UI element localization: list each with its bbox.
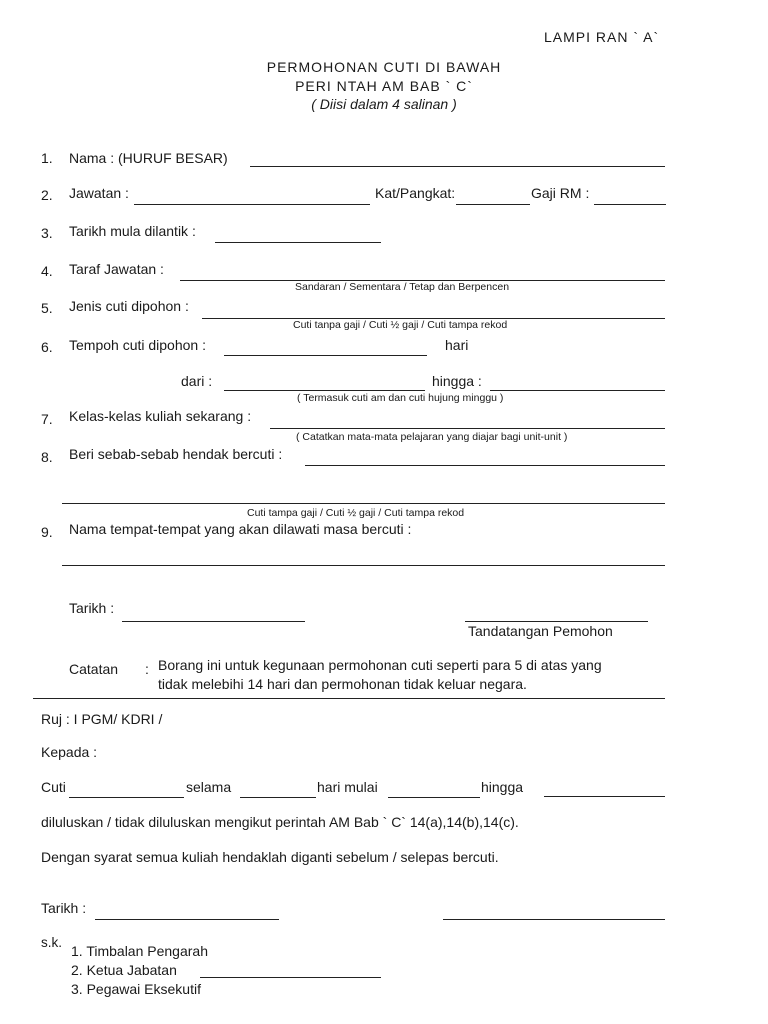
- sebab-cuti-label: Beri sebab-sebab hendak bercuti :: [69, 446, 283, 462]
- jenis-cuti-label: Jenis cuti dipohon :: [69, 298, 189, 314]
- section-divider: [33, 698, 665, 699]
- tandatangan-label: Tandatangan Pemohon: [468, 623, 613, 639]
- item-number-5: 5.: [41, 300, 53, 316]
- tarikh-dilantik-label: Tarikh mula dilantik :: [69, 223, 196, 239]
- item-number-6: 6.: [41, 339, 53, 355]
- catatan-line1: Borang ini untuk kegunaan permohonan cuti seperti para 5 di atas yang: [158, 657, 602, 673]
- form-title-line2: PERI NTAH AM BAB ` C`: [295, 78, 473, 94]
- tarikh-pelulus-field[interactable]: [95, 919, 279, 920]
- tarikh-dilantik-field[interactable]: [215, 242, 381, 243]
- sk-item: 3. Pegawai Eksekutif: [71, 981, 201, 997]
- tarikh-pelulus-label: Tarikh :: [41, 900, 87, 916]
- kat-pangkat-field[interactable]: [456, 204, 530, 205]
- hingga-office-field[interactable]: [544, 796, 665, 797]
- kelas-kuliah-field[interactable]: [270, 428, 665, 429]
- catatan-label: Catatan: [69, 661, 119, 677]
- jenis-cuti-hint: Cuti tanpa gaji / Cuti ½ gaji / Cuti tampa rekod: [293, 319, 508, 331]
- dari-label: dari :: [181, 373, 213, 389]
- sk-item: 1. Timbalan Pengarah: [71, 943, 208, 959]
- kelas-kuliah-label: Kelas-kelas kuliah sekarang :: [69, 408, 252, 424]
- taraf-jawatan-hint: Sandaran / Sementara / Tetap dan Berpencen: [295, 281, 510, 293]
- tandatangan-field[interactable]: [465, 621, 648, 622]
- taraf-jawatan-label: Taraf Jawatan :: [69, 261, 164, 277]
- hari-label: hari: [445, 337, 469, 353]
- tempoh-cuti-label: Tempoh cuti dipohon :: [69, 337, 206, 353]
- kelulusan-text: diluluskan / tidak diluluskan mengikut perintah AM Bab ` C` 14(a),14(b),14(c).: [41, 814, 519, 830]
- dari-field[interactable]: [224, 390, 425, 391]
- cuti-label: Cuti: [41, 779, 66, 795]
- kelas-kuliah-hint: ( Catatkan mata-mata pelajaran yang diajar bagi unit-unit ): [296, 431, 568, 443]
- tandatangan-pelulus-field[interactable]: [443, 919, 665, 920]
- item-number-2: 2.: [41, 187, 53, 203]
- nama-field[interactable]: [250, 166, 665, 167]
- item-number-9: 9.: [41, 524, 53, 540]
- hingga-field[interactable]: [490, 390, 665, 391]
- cuti-field[interactable]: [69, 797, 184, 798]
- hari-mulai-field[interactable]: [388, 797, 480, 798]
- catatan-line2: tidak melebihi 14 hari dan permohonan tidak keluar negara.: [158, 676, 527, 692]
- item-number-7: 7.: [41, 411, 53, 427]
- syarat-text: Dengan syarat semua kuliah hendaklah diganti sebelum / selepas bercuti.: [41, 849, 499, 865]
- item-number-4: 4.: [41, 263, 53, 279]
- jawatan-field[interactable]: [134, 204, 370, 205]
- sebab-cuti-hint: Cuti tampa gaji / Cuti ½ gaji / Cuti tampa rekod: [247, 507, 465, 519]
- rujukan-label: Ruj : I PGM/ KDRI /: [41, 711, 163, 727]
- hari-mulai-label: hari mulai: [317, 779, 378, 795]
- tempoh-cuti-field[interactable]: [224, 355, 427, 356]
- sk-item: 2. Ketua Jabatan: [71, 962, 177, 978]
- tarikh-pemohon-label: Tarikh :: [69, 600, 115, 616]
- form-subtitle: ( Diisi dalam 4 salinan ): [311, 96, 457, 112]
- catatan-colon: :: [145, 661, 149, 677]
- tempat-dilawati-label: Nama tempat-tempat yang akan dilawati masa bercuti :: [69, 521, 412, 537]
- hingga-label: hingga :: [432, 373, 482, 389]
- gaji-label: Gaji RM :: [531, 185, 590, 201]
- tempat-dilawati-field[interactable]: [62, 565, 665, 566]
- kat-pangkat-label: Kat/Pangkat:: [375, 185, 456, 201]
- jawatan-label: Jawatan :: [69, 185, 129, 201]
- sk-label: s.k.: [41, 935, 63, 950]
- ketua-jabatan-field[interactable]: [200, 977, 381, 978]
- item-number-3: 3.: [41, 225, 53, 241]
- lampiran-label: LAMPI RAN ` A`: [544, 29, 660, 45]
- hingga-office-label: hingga: [481, 779, 524, 795]
- form-title-line1: PERMOHONAN CUTI DI BAWAH: [266, 59, 502, 75]
- gaji-field[interactable]: [594, 204, 666, 205]
- selama-label: selama: [186, 779, 232, 795]
- sebab-cuti-field-2[interactable]: [62, 503, 665, 504]
- nama-label: Nama : (HURUF BESAR): [69, 150, 228, 166]
- item-number-8: 8.: [41, 449, 53, 465]
- kepada-label: Kepada :: [41, 744, 98, 760]
- selama-field[interactable]: [240, 797, 316, 798]
- sebab-cuti-field[interactable]: [305, 465, 665, 466]
- tempoh-hint: ( Termasuk cuti am dan cuti hujung minggu ): [297, 392, 504, 404]
- tarikh-pemohon-field[interactable]: [122, 621, 305, 622]
- item-number-1: 1.: [41, 150, 53, 166]
